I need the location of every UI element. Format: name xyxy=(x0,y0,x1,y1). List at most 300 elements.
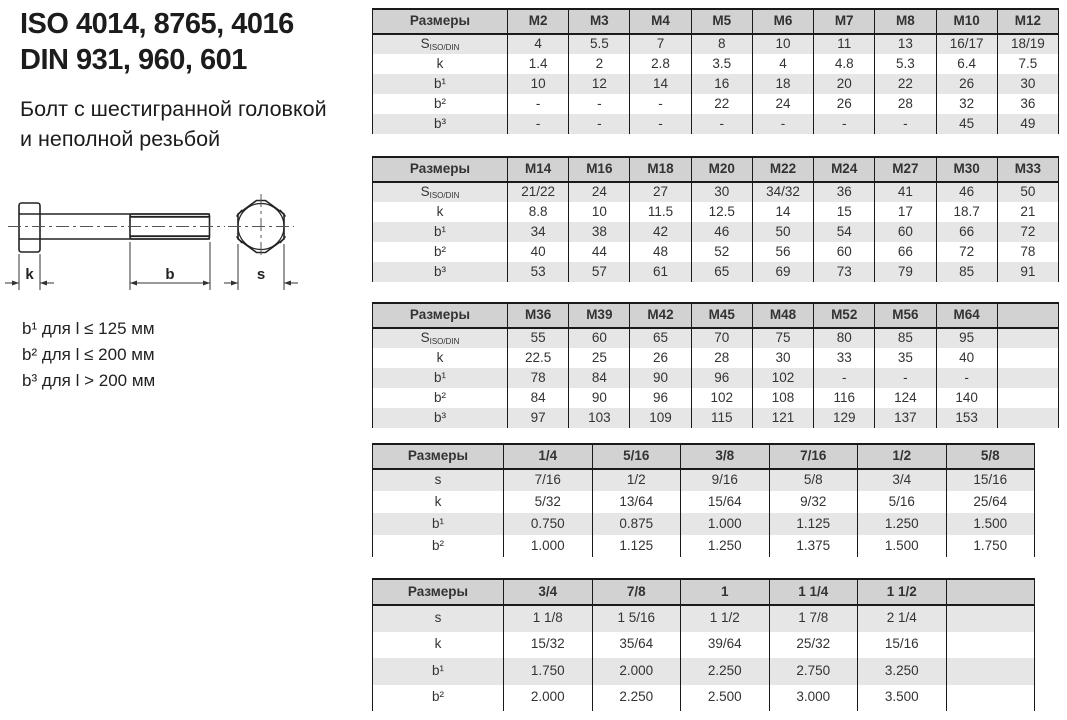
corner-header-cell: Размеры xyxy=(373,9,508,34)
value-cell: 102 xyxy=(691,388,752,408)
value-cell: 22 xyxy=(691,94,752,114)
subtitle-line-1: Болт с шестигранной головкой xyxy=(20,97,327,121)
value-cell: 4 xyxy=(508,34,569,54)
value-cell: 2.500 xyxy=(681,685,770,712)
value-cell: 97 xyxy=(508,408,569,428)
value-cell: 55 xyxy=(508,328,569,348)
row-label-cell: b² xyxy=(373,94,508,114)
size-header-cell: M48 xyxy=(752,303,813,328)
table-inch-small xyxy=(372,443,1035,557)
row-label-cell: k xyxy=(373,348,508,368)
value-cell: 28 xyxy=(875,94,936,114)
value-cell: 1.375 xyxy=(769,535,858,557)
value-cell: - xyxy=(875,114,936,134)
value-cell: 3.250 xyxy=(858,658,947,685)
value-cell: 14 xyxy=(630,74,691,94)
value-cell: 20 xyxy=(814,74,875,94)
value-cell: 35/64 xyxy=(592,632,681,659)
size-header-cell: M8 xyxy=(875,9,936,34)
table-row xyxy=(373,94,1059,114)
value-cell: 60 xyxy=(814,242,875,262)
size-header-cell: M16 xyxy=(569,157,630,182)
value-cell: 53 xyxy=(508,262,569,282)
value-cell: 36 xyxy=(814,182,875,202)
size-header-cell: M27 xyxy=(875,157,936,182)
value-cell: 6.4 xyxy=(936,54,997,74)
value-cell: 16/17 xyxy=(936,34,997,54)
table-inch-small-wrap xyxy=(372,443,1035,557)
value-cell: 21 xyxy=(997,202,1058,222)
size-header-cell: M20 xyxy=(691,157,752,182)
value-cell: 33 xyxy=(814,348,875,368)
corner-header-cell: Размеры xyxy=(373,579,504,605)
size-header-cell: 1 1/4 xyxy=(769,579,858,605)
value-cell: 24 xyxy=(569,182,630,202)
value-cell xyxy=(997,348,1058,368)
bolt-side-view xyxy=(19,203,210,252)
value-cell: 38 xyxy=(569,222,630,242)
footnote-b2: b² для l ≤ 200 мм xyxy=(22,345,155,364)
value-cell: 50 xyxy=(752,222,813,242)
value-cell: 46 xyxy=(936,182,997,202)
table-header-row xyxy=(373,157,1059,182)
size-header-cell: M4 xyxy=(630,9,691,34)
value-cell: 8 xyxy=(691,34,752,54)
value-cell xyxy=(946,658,1035,685)
value-cell: 3.5 xyxy=(691,54,752,74)
value-cell: 7.5 xyxy=(997,54,1058,74)
value-cell: 1 1/2 xyxy=(681,605,770,632)
row-label-cell: b¹ xyxy=(373,74,508,94)
table-row xyxy=(373,469,1035,491)
value-cell: 54 xyxy=(814,222,875,242)
value-cell: 40 xyxy=(508,242,569,262)
value-cell: 52 xyxy=(691,242,752,262)
value-cell: 121 xyxy=(752,408,813,428)
size-header-cell: M10 xyxy=(936,9,997,34)
value-cell xyxy=(997,328,1058,348)
value-cell: 90 xyxy=(630,368,691,388)
value-cell: 5.3 xyxy=(875,54,936,74)
value-cell: 7/16 xyxy=(504,469,593,491)
title-din-line: DIN 931, 960, 601 xyxy=(20,44,247,76)
value-cell: 13 xyxy=(875,34,936,54)
value-cell: 2.8 xyxy=(630,54,691,74)
value-cell: 17 xyxy=(875,202,936,222)
value-cell: 2 1/4 xyxy=(858,605,947,632)
value-cell: 66 xyxy=(936,222,997,242)
corner-header-cell: Размеры xyxy=(373,444,504,469)
table-row xyxy=(373,388,1059,408)
value-cell: 12.5 xyxy=(691,202,752,222)
row-label-cell: b² xyxy=(373,535,504,557)
value-cell: 1.000 xyxy=(681,513,770,535)
value-cell: 34/32 xyxy=(752,182,813,202)
size-header-cell: M7 xyxy=(814,9,875,34)
row-label-subscript: ISO/DIN xyxy=(429,42,460,52)
size-header-cell: M14 xyxy=(508,157,569,182)
value-cell: 129 xyxy=(814,408,875,428)
value-cell: 102 xyxy=(752,368,813,388)
table-row xyxy=(373,182,1059,202)
table-row xyxy=(373,328,1059,348)
size-header-cell: M2 xyxy=(508,9,569,34)
size-header-cell: M39 xyxy=(569,303,630,328)
value-cell: 96 xyxy=(630,388,691,408)
table-row xyxy=(373,114,1059,134)
size-header-cell: M5 xyxy=(691,9,752,34)
footnote-b3: b³ для l > 200 мм xyxy=(22,371,156,390)
value-cell: - xyxy=(630,94,691,114)
value-cell: 1.250 xyxy=(858,513,947,535)
size-header-cell: M24 xyxy=(814,157,875,182)
value-cell: 15 xyxy=(814,202,875,222)
row-label-cell: b² xyxy=(373,242,508,262)
value-cell: 140 xyxy=(936,388,997,408)
value-cell: 22.5 xyxy=(508,348,569,368)
value-cell: 1.125 xyxy=(769,513,858,535)
size-header-cell: M22 xyxy=(752,157,813,182)
table-row xyxy=(373,535,1035,557)
value-cell xyxy=(946,605,1035,632)
value-cell: 1.000 xyxy=(504,535,593,557)
value-cell xyxy=(946,685,1035,712)
size-header-cell: M45 xyxy=(691,303,752,328)
value-cell: 2.000 xyxy=(592,658,681,685)
value-cell: 1.4 xyxy=(508,54,569,74)
value-cell: 2 xyxy=(569,54,630,74)
value-cell: 109 xyxy=(630,408,691,428)
table-row xyxy=(373,202,1059,222)
value-cell: 1 1/8 xyxy=(504,605,593,632)
value-cell: 84 xyxy=(508,388,569,408)
value-cell: 34 xyxy=(508,222,569,242)
size-header-cell: 1 1/2 xyxy=(858,579,947,605)
value-cell: 36 xyxy=(997,94,1058,114)
bolt-head xyxy=(19,203,40,252)
value-cell: 3.500 xyxy=(858,685,947,712)
table-header-row xyxy=(373,303,1059,328)
table-row xyxy=(373,222,1059,242)
value-cell: 35 xyxy=(875,348,936,368)
value-cell: 8.8 xyxy=(508,202,569,222)
value-cell: 28 xyxy=(691,348,752,368)
table-row xyxy=(373,632,1035,659)
value-cell: 1.750 xyxy=(946,535,1035,557)
value-cell: 60 xyxy=(569,328,630,348)
value-cell: 24 xyxy=(752,94,813,114)
value-cell: - xyxy=(508,94,569,114)
value-cell: 30 xyxy=(691,182,752,202)
value-cell: 22 xyxy=(875,74,936,94)
value-cell: 2.250 xyxy=(681,658,770,685)
size-header-cell: 1 xyxy=(681,579,770,605)
value-cell: 15/16 xyxy=(946,469,1035,491)
value-cell: 2.250 xyxy=(592,685,681,712)
value-cell: 90 xyxy=(569,388,630,408)
value-cell: 153 xyxy=(936,408,997,428)
value-cell: 70 xyxy=(691,328,752,348)
row-label-cell: s xyxy=(373,469,504,491)
row-label-cell: b² xyxy=(373,388,508,408)
footnote-b1: b¹ для l ≤ 125 мм xyxy=(22,319,155,338)
value-cell: 5.5 xyxy=(569,34,630,54)
value-cell: 108 xyxy=(752,388,813,408)
value-cell xyxy=(997,408,1058,428)
dim-label-s: s xyxy=(256,266,266,283)
size-header-cell: 7/16 xyxy=(769,444,858,469)
value-cell: 91 xyxy=(997,262,1058,282)
size-header-cell xyxy=(997,303,1058,328)
table-row xyxy=(373,54,1059,74)
size-header-cell: M36 xyxy=(508,303,569,328)
value-cell: 18 xyxy=(752,74,813,94)
row-label-subscript: ISO/DIN xyxy=(429,190,460,200)
value-cell: 1.750 xyxy=(504,658,593,685)
value-cell: 50 xyxy=(997,182,1058,202)
page-title xyxy=(20,6,294,78)
size-header-cell xyxy=(946,579,1035,605)
value-cell: 26 xyxy=(936,74,997,94)
value-cell: 57 xyxy=(569,262,630,282)
value-cell: 5/16 xyxy=(858,491,947,513)
row-label-cell: b³ xyxy=(373,408,508,428)
table-metric-m36-m64-wrap xyxy=(372,302,1059,428)
value-cell: 1.250 xyxy=(681,535,770,557)
value-cell: 95 xyxy=(936,328,997,348)
value-cell: 15/64 xyxy=(681,491,770,513)
size-header-cell: M6 xyxy=(752,9,813,34)
size-header-cell: 3/8 xyxy=(681,444,770,469)
value-cell: 85 xyxy=(936,262,997,282)
value-cell: 18/19 xyxy=(997,34,1058,54)
value-cell: 124 xyxy=(875,388,936,408)
value-cell: 5/8 xyxy=(769,469,858,491)
value-cell: 65 xyxy=(691,262,752,282)
value-cell: 60 xyxy=(875,222,936,242)
table-inch-large xyxy=(372,578,1035,711)
row-label-cell: k xyxy=(373,632,504,659)
value-cell: 3/4 xyxy=(858,469,947,491)
subtitle xyxy=(20,94,327,154)
value-cell: 66 xyxy=(875,242,936,262)
row-label-cell: k xyxy=(373,202,508,222)
table-row xyxy=(373,408,1059,428)
value-cell: 5/32 xyxy=(504,491,593,513)
value-cell: 49 xyxy=(997,114,1058,134)
value-cell xyxy=(946,632,1035,659)
value-cell: 11.5 xyxy=(630,202,691,222)
size-header-cell: M18 xyxy=(630,157,691,182)
size-header-cell: 3/4 xyxy=(504,579,593,605)
value-cell: 44 xyxy=(569,242,630,262)
value-cell: 39/64 xyxy=(681,632,770,659)
value-cell: 1.500 xyxy=(946,513,1035,535)
value-cell: 9/32 xyxy=(769,491,858,513)
table-metric-m14-m33-wrap xyxy=(372,156,1059,282)
value-cell xyxy=(997,368,1058,388)
table-row xyxy=(373,34,1059,54)
row-label-cell: b¹ xyxy=(373,222,508,242)
size-header-cell: M42 xyxy=(630,303,691,328)
value-cell: 73 xyxy=(814,262,875,282)
value-cell: 78 xyxy=(508,368,569,388)
value-cell: 25 xyxy=(569,348,630,368)
value-cell: 2.000 xyxy=(504,685,593,712)
value-cell: 1/2 xyxy=(592,469,681,491)
table-row xyxy=(373,368,1059,388)
table-row xyxy=(373,685,1035,712)
value-cell: 2.750 xyxy=(769,658,858,685)
value-cell: 25/64 xyxy=(946,491,1035,513)
row-label-cell: $S_{ISO/DIN}$ xyxy=(373,34,508,54)
value-cell: 4.8 xyxy=(814,54,875,74)
table-row xyxy=(373,242,1059,262)
value-cell: 26 xyxy=(630,348,691,368)
value-cell: 30 xyxy=(997,74,1058,94)
row-label-cell: $S_{ISO/DIN}$ xyxy=(373,328,508,348)
value-cell: 115 xyxy=(691,408,752,428)
value-cell: 85 xyxy=(875,328,936,348)
value-cell: - xyxy=(691,114,752,134)
row-label-cell: s xyxy=(373,605,504,632)
value-cell: 40 xyxy=(936,348,997,368)
value-cell: 69 xyxy=(752,262,813,282)
value-cell: 1.125 xyxy=(592,535,681,557)
value-cell: 3.000 xyxy=(769,685,858,712)
size-header-cell: 1/4 xyxy=(504,444,593,469)
table-row xyxy=(373,513,1035,535)
value-cell: 1.500 xyxy=(858,535,947,557)
value-cell: 80 xyxy=(814,328,875,348)
dim-label-k: k xyxy=(25,266,34,283)
table-metric-m2-m12 xyxy=(372,8,1059,134)
value-cell: 10 xyxy=(569,202,630,222)
table-header-row xyxy=(373,444,1035,469)
size-header-cell: M52 xyxy=(814,303,875,328)
value-cell: - xyxy=(814,114,875,134)
value-cell: 78 xyxy=(997,242,1058,262)
corner-header-cell: Размеры xyxy=(373,157,508,182)
value-cell: 9/16 xyxy=(681,469,770,491)
value-cell: 32 xyxy=(936,94,997,114)
size-header-cell: M3 xyxy=(569,9,630,34)
bolt-drawing xyxy=(0,190,340,305)
value-cell: 65 xyxy=(630,328,691,348)
value-cell: 10 xyxy=(508,74,569,94)
value-cell: - xyxy=(936,368,997,388)
row-label-cell: b¹ xyxy=(373,513,504,535)
value-cell: 10 xyxy=(752,34,813,54)
table-row xyxy=(373,658,1035,685)
value-cell: 4 xyxy=(752,54,813,74)
row-label-subscript: ISO/DIN xyxy=(429,336,460,346)
corner-header-cell: Размеры xyxy=(373,303,508,328)
value-cell: - xyxy=(752,114,813,134)
table-header-row xyxy=(373,9,1059,34)
value-cell: 137 xyxy=(875,408,936,428)
size-header-cell: M30 xyxy=(936,157,997,182)
row-label-cell: b² xyxy=(373,685,504,712)
value-cell: 14 xyxy=(752,202,813,222)
value-cell: 1 5/16 xyxy=(592,605,681,632)
row-label-cell: b³ xyxy=(373,114,508,134)
row-label-cell: b¹ xyxy=(373,368,508,388)
value-cell: 27 xyxy=(630,182,691,202)
size-header-cell: 5/8 xyxy=(946,444,1035,469)
value-cell: 18.7 xyxy=(936,202,997,222)
table-row xyxy=(373,491,1035,513)
value-cell: 42 xyxy=(630,222,691,242)
value-cell: 84 xyxy=(569,368,630,388)
value-cell: 0.750 xyxy=(504,513,593,535)
table-metric-m14-m33 xyxy=(372,156,1059,282)
subtitle-line-2: и неполной резьбой xyxy=(20,127,221,151)
row-label-cell: $S_{ISO/DIN}$ xyxy=(373,182,508,202)
row-label-cell: k xyxy=(373,491,504,513)
value-cell: 103 xyxy=(569,408,630,428)
value-cell: 30 xyxy=(752,348,813,368)
table-header-row xyxy=(373,579,1035,605)
dim-label-b: b xyxy=(165,266,175,283)
value-cell: 75 xyxy=(752,328,813,348)
value-cell: 7 xyxy=(630,34,691,54)
value-cell: 46 xyxy=(691,222,752,242)
value-cell xyxy=(997,388,1058,408)
table-metric-m2-m12-wrap xyxy=(372,8,1059,134)
table-inch-large-wrap xyxy=(372,578,1035,711)
footnotes xyxy=(22,316,155,394)
value-cell: 26 xyxy=(814,94,875,114)
value-cell: 11 xyxy=(814,34,875,54)
value-cell: 48 xyxy=(630,242,691,262)
value-cell: 12 xyxy=(569,74,630,94)
value-cell: 1 7/8 xyxy=(769,605,858,632)
size-header-cell: M64 xyxy=(936,303,997,328)
value-cell: 116 xyxy=(814,388,875,408)
value-cell: 15/16 xyxy=(858,632,947,659)
size-header-cell: M33 xyxy=(997,157,1058,182)
value-cell: - xyxy=(508,114,569,134)
size-header-cell: M56 xyxy=(875,303,936,328)
row-label-cell: k xyxy=(373,54,508,74)
row-label-cell: b³ xyxy=(373,262,508,282)
size-header-cell: 1/2 xyxy=(858,444,947,469)
value-cell: - xyxy=(569,94,630,114)
value-cell: 13/64 xyxy=(592,491,681,513)
value-cell: 15/32 xyxy=(504,632,593,659)
size-header-cell: 7/8 xyxy=(592,579,681,605)
table-row xyxy=(373,605,1035,632)
value-cell: - xyxy=(569,114,630,134)
value-cell: 16 xyxy=(691,74,752,94)
value-cell: 25/32 xyxy=(769,632,858,659)
value-cell: - xyxy=(630,114,691,134)
value-cell: 56 xyxy=(752,242,813,262)
table-metric-m36-m64 xyxy=(372,302,1059,428)
table-row xyxy=(373,262,1059,282)
value-cell: 96 xyxy=(691,368,752,388)
value-cell: 72 xyxy=(997,222,1058,242)
value-cell: 21/22 xyxy=(508,182,569,202)
value-cell: 72 xyxy=(936,242,997,262)
title-iso-line: ISO 4014, 8765, 4016 xyxy=(20,8,294,40)
value-cell: 61 xyxy=(630,262,691,282)
value-cell: - xyxy=(875,368,936,388)
value-cell: 0.875 xyxy=(592,513,681,535)
value-cell: - xyxy=(814,368,875,388)
row-label-cell: b¹ xyxy=(373,658,504,685)
